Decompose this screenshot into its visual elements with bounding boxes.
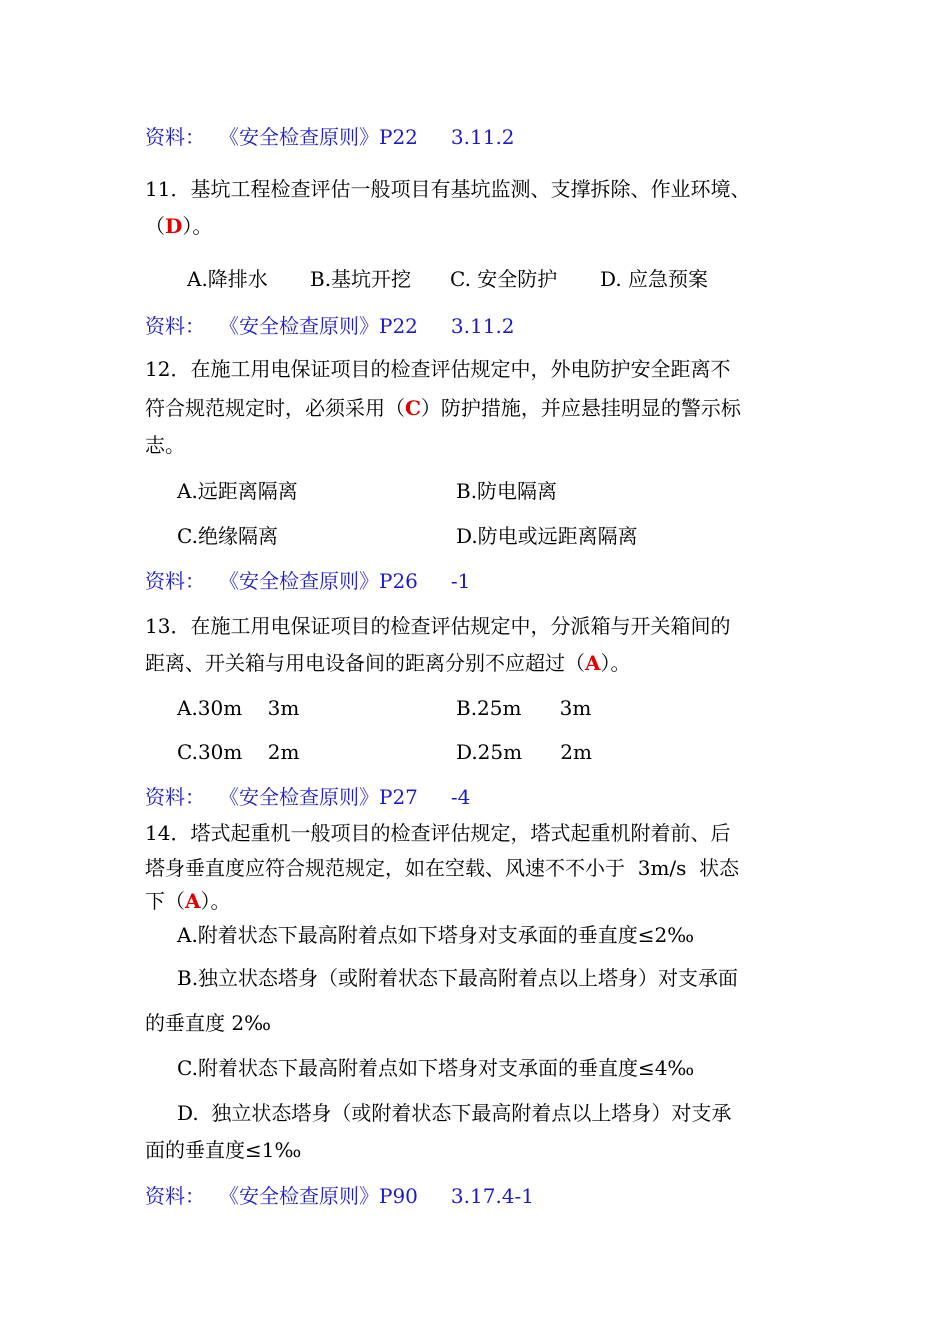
question-13-line2: 距离、开关箱与用电设备间的距离分别不应超过（A）。	[145, 651, 631, 675]
option-d: D. 独立状态塔身（或附着状态下最高附着点以上塔身）对支承	[177, 1101, 732, 1125]
reference-book: 《安全检查原则》P26	[219, 569, 418, 593]
reference-line	[145, 569, 470, 593]
answer-mark: A	[185, 889, 201, 913]
option-d: D.防电或远距离隔离	[456, 524, 638, 548]
reference-label: 资料：	[145, 569, 205, 593]
reference-section: 3.11.2	[450, 314, 515, 338]
reference-section: -1	[450, 569, 471, 593]
reference-book: 《安全检查原则》P22	[219, 314, 418, 338]
question-12-line3: 志。	[145, 433, 185, 457]
answer-mark: A	[585, 651, 601, 675]
option-b: B.防电隔离	[456, 479, 558, 503]
option-d-cont: 面的垂直度≤1‰	[145, 1138, 302, 1162]
option-a: A.远距离隔离	[177, 479, 298, 503]
reference-label: 资料：	[145, 314, 205, 338]
option-c: C.绝缘隔离	[177, 524, 278, 548]
reference-book: 《安全检查原则》P22	[219, 125, 418, 149]
question-13-text: 13．在施工用电保证项目的检查评估规定中，分派箱与开关箱间的	[145, 614, 731, 638]
reference-line	[145, 125, 515, 149]
reference-label: 资料：	[145, 125, 205, 149]
answer-mark: C	[405, 396, 421, 420]
question-11-answer-line: （D）。	[145, 214, 213, 238]
option-d: D.25m 2m	[456, 740, 592, 764]
option-c: C.30m 2m	[177, 740, 300, 764]
option-b: B.独立状态塔身（或附着状态下最高附着点以上塔身）对支承面	[177, 966, 739, 990]
reference-book: 《安全检查原则》P27	[219, 785, 418, 809]
question-14-line3: 下（A）。	[145, 889, 231, 913]
reference-section: 3.17.4-1	[450, 1184, 535, 1208]
option-b: B.基坑开挖	[310, 267, 412, 291]
reference-line	[145, 785, 470, 809]
option-c: C.附着状态下最高附着点如下塔身对支承面的垂直度≤4‰	[177, 1056, 695, 1080]
reference-label: 资料：	[145, 1184, 205, 1208]
question-14-line2: 塔身垂直度应符合规范规定，如在空载、风速不不小于 3m/s 状态	[145, 856, 740, 880]
question-12-text: 12．在施工用电保证项目的检查评估规定中，外电防护安全距离不	[145, 357, 731, 381]
reference-line	[145, 314, 515, 338]
question-11-text: 11．基坑工程检查评估一般项目有基坑监测、支撑拆除、作业环境、	[145, 177, 751, 201]
option-a: A.附着状态下最高附着点如下塔身对支承面的垂直度≤2‰	[177, 923, 695, 947]
option-a: A.降排水	[187, 267, 268, 291]
option-b-cont: 的垂直度 2‰	[145, 1011, 271, 1035]
option-c: C. 安全防护	[450, 267, 558, 291]
option-a: A.30m 3m	[177, 696, 300, 720]
answer-mark: D	[165, 214, 183, 238]
reference-section: 3.11.2	[450, 125, 515, 149]
reference-book: 《安全检查原则》P90	[219, 1184, 418, 1208]
question-14-text: 14．塔式起重机一般项目的检查评估规定，塔式起重机附着前、后	[145, 821, 731, 845]
option-d: D. 应急预案	[600, 267, 709, 291]
option-b: B.25m 3m	[456, 696, 592, 720]
reference-label: 资料：	[145, 785, 205, 809]
question-12-line2: 符合规范规定时，必须采用（C）防护措施，并应悬挂明显的警示标	[145, 396, 741, 420]
reference-section: -4	[450, 785, 471, 809]
reference-line	[145, 1184, 534, 1208]
